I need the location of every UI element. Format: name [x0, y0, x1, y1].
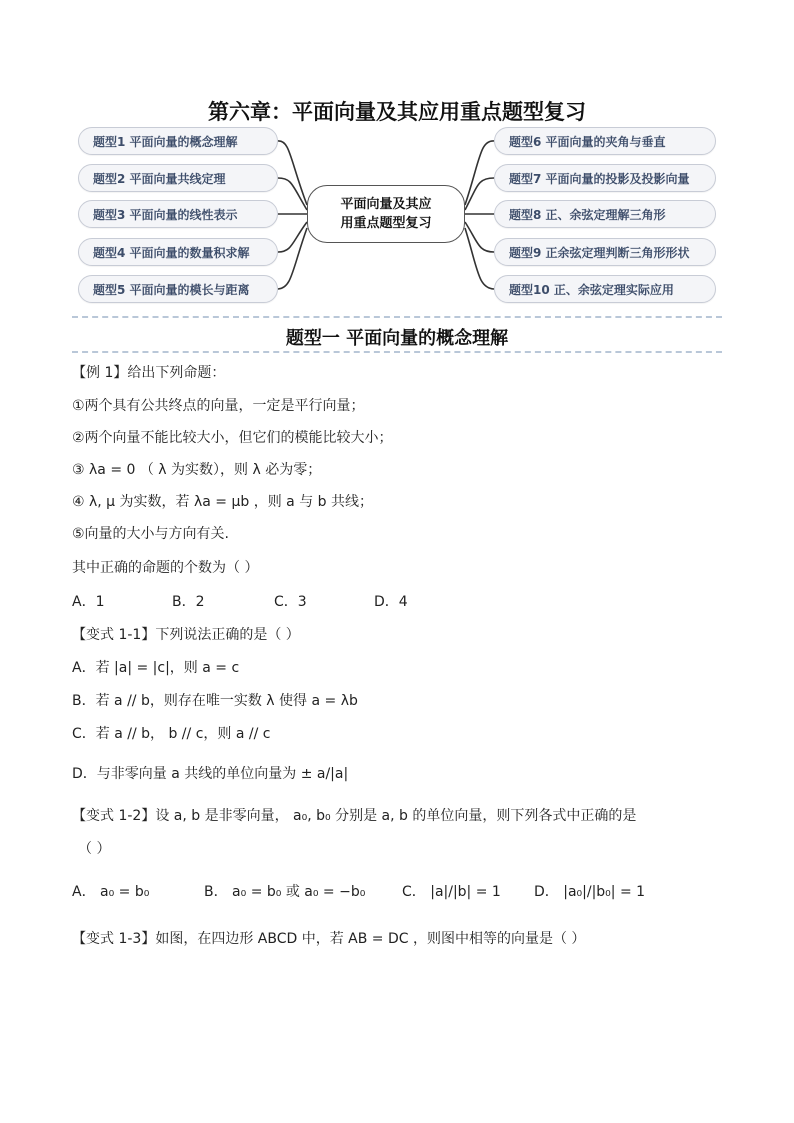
mindmap-topic-10: 题型10 正、余弦定理实际应用: [494, 275, 716, 303]
mindmap-topic-1: 题型1 平面向量的概念理解: [78, 127, 278, 155]
mindmap-center: [307, 185, 465, 243]
branch-left-4: [278, 222, 307, 252]
divider-bottom: [72, 351, 722, 353]
variant2-option-d: D． |a₀|/|b₀| = 1: [534, 884, 646, 900]
example1-proposition-4: ④ λ, μ 为实数，若 λa = μb ，则 a 与 b 共线；: [72, 494, 373, 510]
variant3-stem: 【变式 1-3】如图，在四边形 ABCD 中，若 AB = DC ，则图中相等的向量是（ ）: [72, 931, 586, 947]
example1-option-a: A．1: [72, 594, 105, 610]
variant1-option-a: A．若 |a| = |c|，则 a = c: [72, 660, 240, 676]
branch-left-5: [278, 228, 307, 289]
mindmap-topic-8: 题型8 正、余弦定理解三角形: [494, 200, 716, 228]
variant2-option-b: B． a₀ = b₀ 或 a₀ = −b₀: [204, 884, 366, 900]
example1-option-c: C．3: [274, 594, 307, 610]
mindmap-topic-9: 题型9 正余弦定理判断三角形形状: [494, 238, 716, 266]
example1-option-b: B．2: [172, 594, 205, 610]
mindmap-topic-6: 题型6 平面向量的夹角与垂直: [494, 127, 716, 155]
section-title: 题型一 平面向量的概念理解: [285, 328, 509, 349]
example1-question: 其中正确的命题的个数为（ ）: [72, 560, 259, 576]
variant2-paren: （ ）: [78, 841, 111, 857]
mindmap-topic-7: 题型7 平面向量的投影及投影向量: [494, 164, 716, 192]
example1-option-d: D．4: [374, 594, 408, 610]
mindmap-topic-4: 题型4 平面向量的数量积求解: [78, 238, 278, 266]
example1-proposition-3: ③ λa = 0 （ λ 为实数），则 λ 必为零；: [72, 462, 322, 478]
example1-proposition-2: ②两个向量不能比较大小，但它们的模能比较大小；: [72, 430, 393, 446]
branch-right-1: [465, 141, 494, 205]
mindmap-center-line1: 平面向量及其应: [340, 197, 432, 212]
variant2-option-a: A． a₀ = b₀: [72, 884, 150, 900]
mindmap-topic-3: 题型3 平面向量的线性表示: [78, 200, 278, 228]
variant2-stem: 【变式 1-2】设 a, b 是非零向量， a₀, b₀ 分别是 a, b 的单位向量，则下列各式中正确的是: [72, 808, 637, 824]
branch-right-5: [465, 228, 494, 289]
variant1-option-c: C．若 a // b， b // c，则 a // c: [72, 726, 271, 742]
mindmap-topic-2: 题型2 平面向量共线定理: [78, 164, 278, 192]
variant2-option-c: C． |a|/|b| = 1: [402, 884, 501, 900]
divider-top: [72, 316, 722, 318]
example1-intro: 【例 1】给出下列命题：: [72, 365, 226, 381]
branch-left-1: [278, 141, 307, 205]
mindmap-topic-5: 题型5 平面向量的模长与距离: [78, 275, 278, 303]
example1-proposition-1: ①两个具有公共终点的向量，一定是平行向量；: [72, 398, 365, 414]
mindmap-branches: [0, 0, 794, 320]
branch-right-4: [465, 222, 494, 252]
page-title: 第六章：平面向量及其应用重点题型复习: [208, 99, 586, 124]
mindmap-center-line2: 用重点题型复习: [340, 216, 432, 231]
variant1-option-d: D．与非零向量 a 共线的单位向量为 ± a/|a|: [72, 766, 349, 782]
variant1-stem: 【变式 1-1】下列说法正确的是（ ）: [72, 627, 300, 643]
example1-proposition-5: ⑤向量的大小与方向有关.: [72, 526, 230, 542]
variant1-option-b: B．若 a // b，则存在唯一实数 λ 使得 a = λb: [72, 693, 358, 709]
